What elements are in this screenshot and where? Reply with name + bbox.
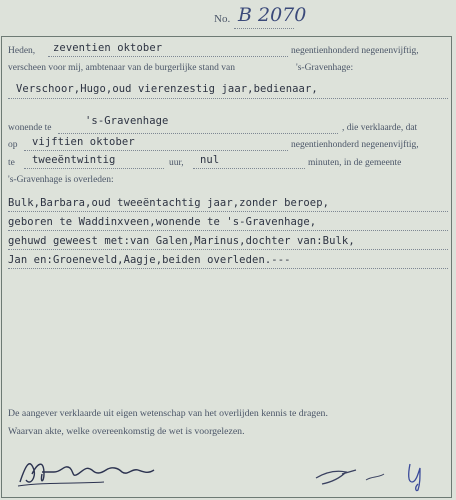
deceased-line-2: geboren te Waddinxveen,wonende te 's-Gravenhage, xyxy=(8,216,317,228)
municipality-text: 's-Gravenhage: xyxy=(296,63,354,73)
minuten-text: minuten, in de gemeente xyxy=(308,158,402,168)
wonende-te-label: wonende te xyxy=(8,123,52,133)
rule-declarant xyxy=(8,98,448,99)
date-of-death: vijftien oktober xyxy=(32,136,135,148)
overleden-text: 's-Gravenhage is overleden: xyxy=(8,175,114,185)
verscheen-text: verscheen voor mij, ambtenaar van de burgerlijke stand van xyxy=(8,63,235,73)
date-of-declaration: zeventien oktober xyxy=(53,42,163,54)
rule-residence xyxy=(58,133,338,134)
declarant-text: Verschoor,Hugo,oud vierenzestig jaar,bedienaar, xyxy=(16,83,318,95)
rule-minutes xyxy=(193,168,305,169)
footer-line-1: De aangever verklaarde uit eigen wetenschap van het overlijden kennis te dragen. xyxy=(8,408,328,419)
rule-hour xyxy=(24,168,164,169)
rule-deceased-4 xyxy=(8,268,448,269)
rule-date-2 xyxy=(24,150,288,151)
heden-label: Heden, xyxy=(8,46,36,56)
deceased-line-1: Bulk,Barbara,oud tweeëntachtig jaar,zonder beroep, xyxy=(8,197,330,209)
op-label: op xyxy=(8,140,18,150)
declarant-residence: 's-Gravenhage xyxy=(85,115,169,127)
year-text-1: negentienhonderd negenenvijftig, xyxy=(291,46,419,56)
signature-official xyxy=(312,458,442,494)
rule-deceased-3 xyxy=(8,249,448,250)
deceased-line-3: gehuwd geweest met:van Galen,Marinus,dochter van:Bulk, xyxy=(8,235,355,247)
rule-deceased-2 xyxy=(8,230,448,231)
die-verklaarde-text: , die verklaarde, dat xyxy=(342,123,418,133)
footer-line-2: Waarvan akte, welke overeenkomstig de wet is voorgelezen. xyxy=(8,426,245,437)
year-text-2: negentienhonderd negenenvijftig, xyxy=(291,140,419,150)
number-label: No. xyxy=(214,13,231,25)
certificate-number: B 2070 xyxy=(238,4,307,26)
minutes-text: nul xyxy=(200,154,220,166)
signature-declarant xyxy=(14,452,164,492)
number-rule xyxy=(234,28,294,29)
deceased-line-4: Jan en:Groeneveld,Aagje,beiden overleden.--- xyxy=(8,254,291,266)
uur-label: uur, xyxy=(169,158,184,168)
rule-date-1 xyxy=(48,56,288,57)
te-label: te xyxy=(8,158,15,168)
rule-deceased-1 xyxy=(8,211,448,212)
hour-text: tweeëntwintig xyxy=(32,154,116,166)
